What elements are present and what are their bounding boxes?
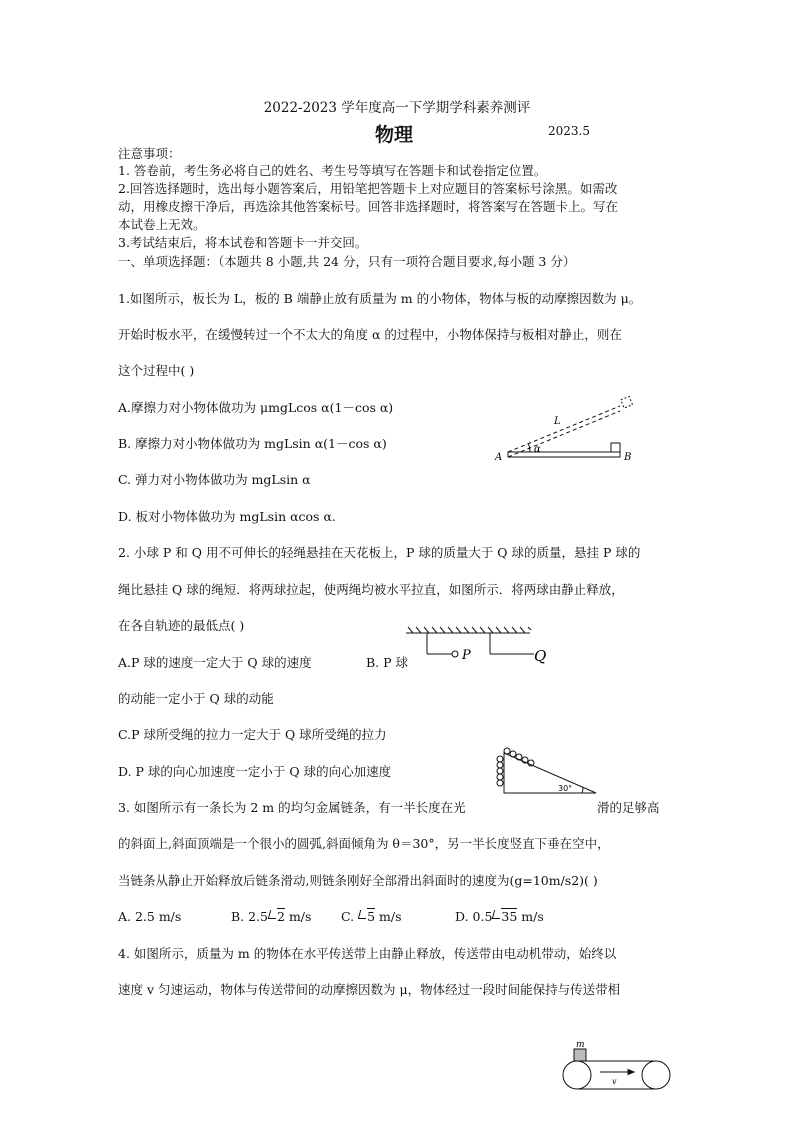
q1-label-b: B [624, 452, 632, 463]
q3-line2: 的斜面上,斜面顶端是一个很小的圆弧,斜面倾角为 θ＝30°，另一半长度竖直下垂在空中， [118, 836, 610, 851]
q1-option-c: C. 弹力对小物体做功为 mgLsin α [118, 472, 311, 487]
sqrt-symbol: 5 [358, 909, 375, 925]
sqrt-symbol: 35 [492, 909, 517, 925]
q2-option-b-start: B. P 球 [366, 655, 409, 670]
q2-option-d: D. P 球的向心加速度一定小于 Q 球的向心加速度 [118, 764, 392, 779]
exam-date: 2023.5 [548, 124, 590, 138]
q4-label-v: v [612, 1077, 617, 1086]
q2-label-q: Q [534, 647, 547, 665]
q4-conveyor-belt-figure [558, 1038, 678, 1094]
q1-option-a: A.摩擦力对小物体做功为 μmgLcos α(1－cos α) [118, 400, 394, 415]
q4-line1: 4. 如图所示，质量为 m 的物体在水平传送带上由静止释放，传送带由电动机带动，始终以 [118, 946, 617, 961]
q4-label-m: m [576, 1040, 585, 1050]
section1-heading: 一、单项选择题：（本题共 8 小题,共 24 分，只有一项符合题目要求,每小题 3 分） [118, 254, 576, 269]
q3-option-c: C. 5 m/s [341, 909, 402, 924]
q4-line2: 速度 v 匀速运动，物体与传送带间的动摩擦因数为 μ，物体经过一段时间能保持与传送带相 [118, 982, 621, 997]
q1-option-d: D. 板对小物体做功为 mgLsin αcos α. [118, 509, 336, 524]
subject-title: 物理 [375, 124, 414, 146]
q3-angle-label: 30° [558, 784, 573, 793]
q1-label-a: A [495, 452, 503, 463]
q3-line3: 当链条从静止开始释放后链条滑动,则链条刚好全部滑出斜面时的速度为(g=10m/s2)( ) [118, 873, 598, 888]
q3-chain-incline-figure [490, 745, 605, 797]
q1-option-b: B. 摩擦力对小物体做功为 mgLsin α(1－cos α) [118, 436, 387, 451]
q2-pendulum-figure [404, 626, 534, 671]
q3-line1-start: 3. 如图所示有一条长为 2 m 的均匀金属链条，有一半长度在光 [118, 800, 466, 815]
q2-option-c: C.P 球所受绳的拉力一定大于 Q 球所受绳的拉力 [118, 727, 387, 742]
q2-line3: 在各自轨迹的最低点( ) [118, 618, 245, 633]
note-3: 3.考试结束后，将本试卷和答题卡一并交回。 [118, 235, 368, 250]
note-2b: 动，用橡皮擦干净后，再选涂其他答案标号。回答非选择题时，将答案写在答题卡上。写在 [118, 199, 619, 214]
q3-line1-end: 滑的足够高 [597, 800, 660, 815]
note-2c: 本试卷上无效。 [118, 217, 206, 232]
q2-option-a: A.P 球的速度一定大于 Q 球的速度 [118, 655, 312, 670]
notes-heading: 注意事项： [118, 146, 181, 161]
q3-option-b: B. 2.5 2 m/s [231, 909, 312, 924]
q1-incline-board-figure [490, 390, 640, 470]
q1-label-alpha: α [534, 444, 541, 455]
q3-option-d: D. 0.5 35 m/s [455, 909, 544, 924]
q1-line3: 这个过程中( ) [118, 363, 195, 378]
q2-option-b-end: 的动能一定小于 Q 球的动能 [118, 691, 274, 706]
q1-line1: 1.如图所示，板长为 L，板的 B 端静止放有质量为 m 的小物体，物体与板的动摩擦因数为 μ。 [118, 291, 642, 306]
q1-line2: 开始时板水平，在缓慢转过一个不太大的角度 α 的过程中，小物体保持与板相对静止，则在 [118, 327, 622, 342]
q2-line2: 绳比悬挂 Q 球的绳短．将两球拉起，使两绳均被水平拉直，如图所示．将两球由静止释放， [118, 582, 624, 597]
q2-label-p: P [462, 648, 471, 663]
q3-option-a: A. 2.5 m/s [118, 909, 182, 924]
exam-title: 2022-2023 学年度高一下学期学科素养测评 [263, 100, 531, 116]
note-1: 1. 答卷前，考生务必将自己的姓名、考生号等填写在答题卡和试卷指定位置。 [118, 163, 547, 178]
q2-line1: 2. 小球 P 和 Q 用不可伸长的轻绳悬挂在天花板上，P 球的质量大于 Q 球的质量，悬挂 P 球的 [118, 545, 641, 560]
sqrt-symbol: 2 [268, 909, 285, 925]
q1-label-l: L [554, 416, 561, 427]
note-2a: 2.回答选择题时，选出每小题答案后，用铅笔把答题卡上对应题目的答案标号涂黑。如需改 [118, 181, 618, 196]
q2-ball-q [534, 646, 554, 666]
